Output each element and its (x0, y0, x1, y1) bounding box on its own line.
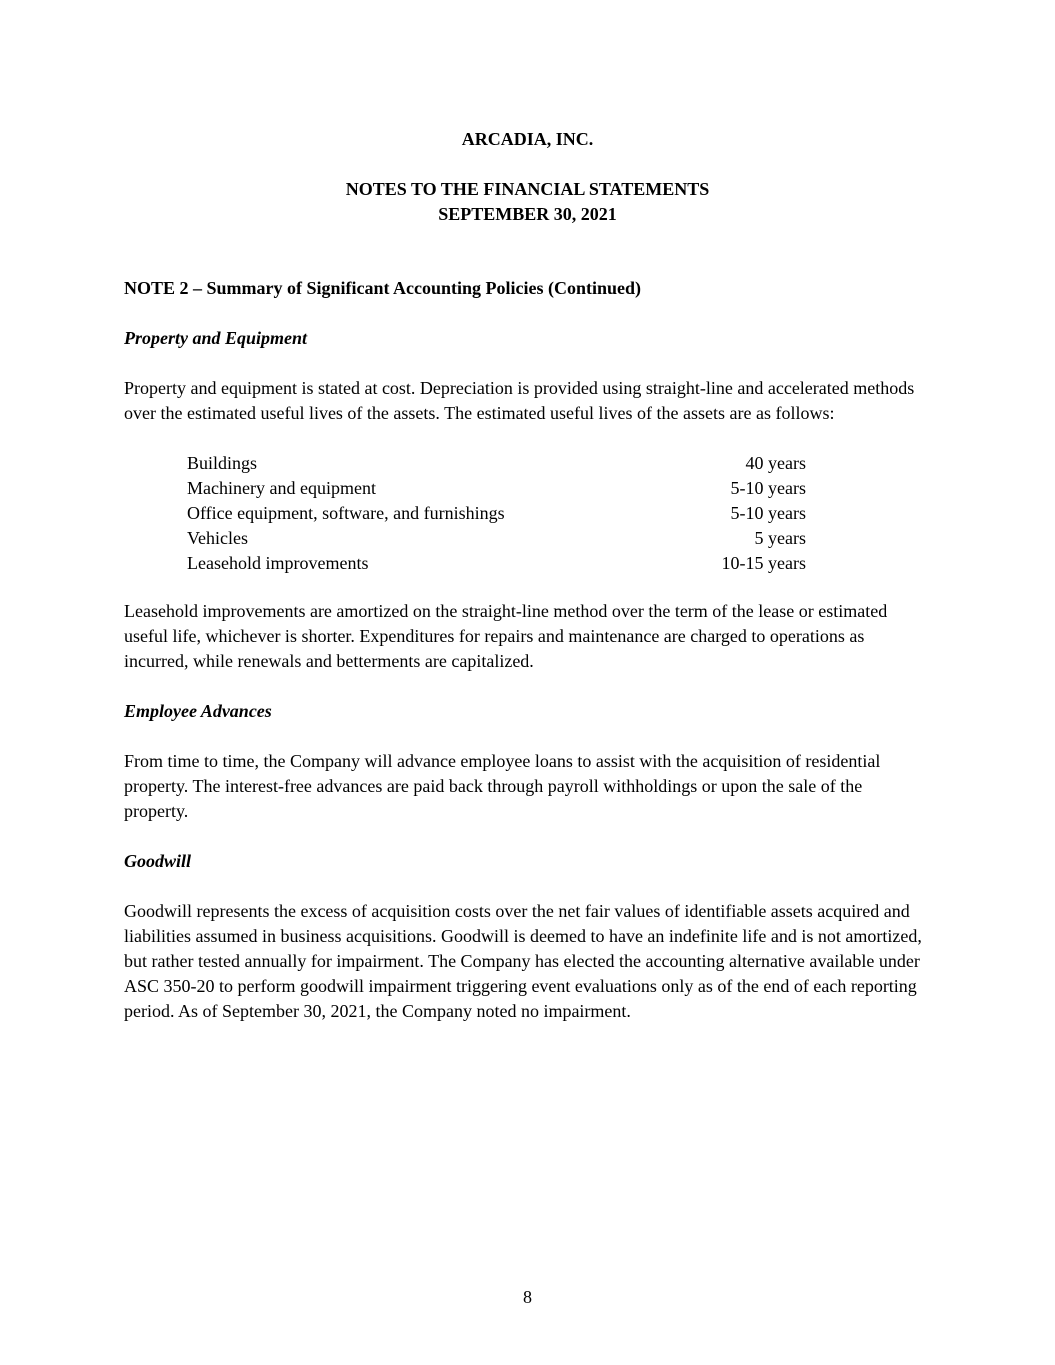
goodwill-heading: Goodwill (124, 851, 192, 871)
table-row (187, 451, 806, 476)
property-and-equipment-intro-paragraph: Property and equipment is stated at cost. Depreciation is provided using straight-line and accelerated methods over the estimated useful lives of the assets. The estimated useful lives of the assets are as follows: (124, 378, 915, 423)
section-employee-advances (124, 699, 931, 824)
property-and-equipment-heading: Property and Equipment (124, 328, 308, 348)
section-goodwill (124, 849, 931, 1024)
table-row (187, 551, 806, 576)
note-heading: NOTE 2 – Summary of Significant Accounting Policies (Continued) (124, 278, 642, 298)
document-header (124, 127, 931, 227)
statement-date: SEPTEMBER 30, 2021 (438, 204, 617, 224)
asset-label: Office equipment, software, and furnishings (187, 503, 505, 523)
asset-life: 40 years (745, 453, 806, 473)
goodwill-paragraph: Goodwill represents the excess of acquisition costs over the net fair values of identifiable assets acquired and liabilities assumed in business acquisitions. Goodwill is deemed to have an indefinite life and is not amortized, but rather tested annually for impairment. The Company has elected the accounting alternative available under ASC 350-20 to perform goodwill impairment triggering event evaluations only as of the end of each reporting period. As of September 30, 2021, the Company noted no impairment. (124, 901, 922, 1021)
table-row (187, 526, 806, 551)
statement-title: NOTES TO THE FINANCIAL STATEMENTS (345, 179, 710, 199)
useful-lives-table (187, 451, 806, 576)
employee-advances-paragraph: From time to time, the Company will advance employee loans to assist with the acquisition of residential property. The interest-free advances are paid back through payroll withholdings or upon the sale of the property. (124, 751, 881, 821)
asset-label: Vehicles (187, 528, 248, 548)
section-property-and-equipment (124, 326, 931, 674)
asset-life: 5-10 years (730, 503, 806, 523)
page-number: 8 (523, 1287, 532, 1307)
table-row (187, 476, 806, 501)
asset-life: 10-15 years (721, 553, 806, 573)
company-name: ARCADIA, INC. (461, 129, 594, 149)
asset-label: Buildings (187, 453, 258, 473)
asset-life: 5-10 years (730, 478, 806, 498)
employee-advances-heading: Employee Advances (124, 701, 272, 721)
asset-life: 5 years (754, 528, 806, 548)
asset-label: Leasehold improvements (187, 553, 369, 573)
leasehold-amortization-paragraph: Leasehold improvements are amortized on the straight-line method over the term of the lease or estimated useful life, whichever is shorter. Expenditures for repairs and maintenance are charged to operations as incurred, while renewals and betterments are capitalized. (124, 601, 888, 671)
table-row (187, 501, 806, 526)
asset-label: Machinery and equipment (187, 478, 376, 498)
